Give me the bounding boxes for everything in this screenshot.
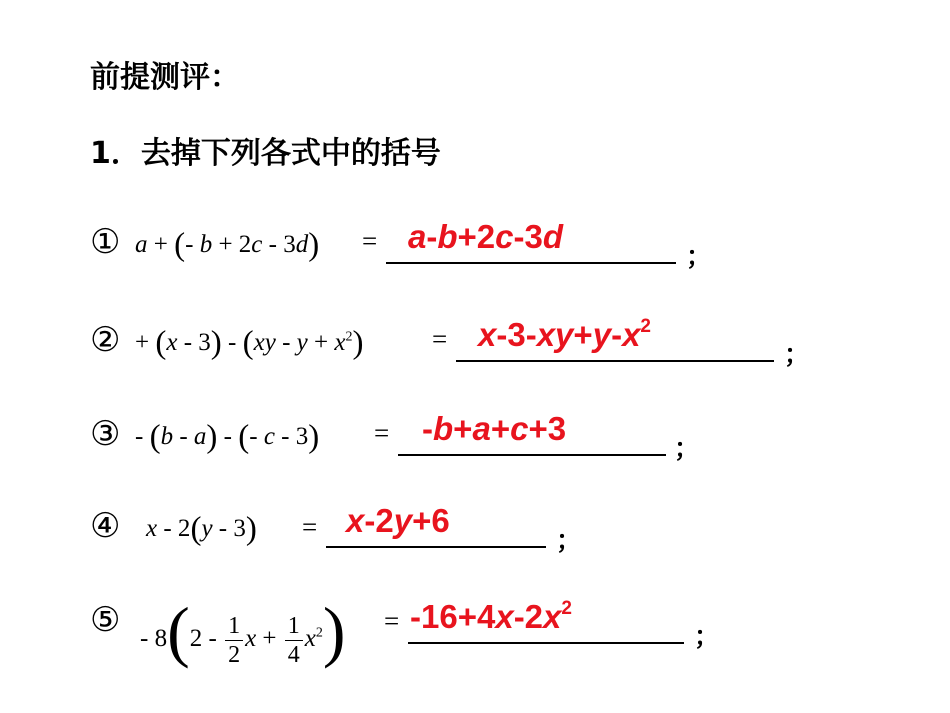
equals-sign: = — [302, 512, 318, 542]
item-marker: ① — [90, 222, 121, 262]
answer-text: -b+a+c+3 — [422, 410, 567, 447]
item-marker: ② — [90, 320, 121, 360]
expression: a + (- b + 2c - 3d) — [135, 227, 320, 263]
item-marker: ④ — [90, 506, 121, 546]
equals-sign: = — [432, 324, 448, 354]
fraction-one-quarter: $\frac{1}{4}$ — [285, 612, 303, 669]
answer-blank — [398, 410, 666, 456]
item-marker: ⑤ — [90, 600, 121, 640]
answer-blank — [326, 502, 546, 548]
semicolon: ； — [674, 433, 701, 463]
semicolon: ； — [686, 241, 713, 271]
expression: + $(x - 3) - (xy - y + x^2)$ — [135, 325, 364, 361]
answer-text: $-16+4x-2x^2$ — [410, 598, 572, 635]
equals-sign: = — [384, 606, 400, 636]
answer-blank — [408, 598, 684, 644]
answer-blank — [456, 316, 774, 362]
expression: - 8(2 - $\frac{1}{2}$ x + $\frac{1}{4}$ $x^2$) — [140, 593, 346, 669]
expression: x - 2(y - 3) — [146, 511, 257, 547]
expression: - (b - a) - (- c - 3) — [135, 419, 320, 455]
semicolon: ； — [556, 525, 583, 555]
item-marker: ③ — [90, 414, 121, 454]
semicolon: ； — [784, 339, 811, 369]
answer-text: x-2y+6 — [346, 502, 450, 539]
answer-text: a-b+2c-3d — [408, 218, 564, 255]
answer-text: $x-3-xy+y-x^2$ — [478, 316, 651, 353]
answer-blank — [386, 218, 676, 264]
equals-sign: = — [362, 226, 378, 256]
semicolon: ； — [694, 621, 721, 651]
equals-sign: = — [374, 418, 390, 448]
question-title: 1．去掉下列各式中的括号 — [90, 136, 441, 171]
section-title: 前提测评： — [90, 60, 240, 95]
fraction-one-half: $\frac{1}{2}$ — [225, 612, 243, 669]
